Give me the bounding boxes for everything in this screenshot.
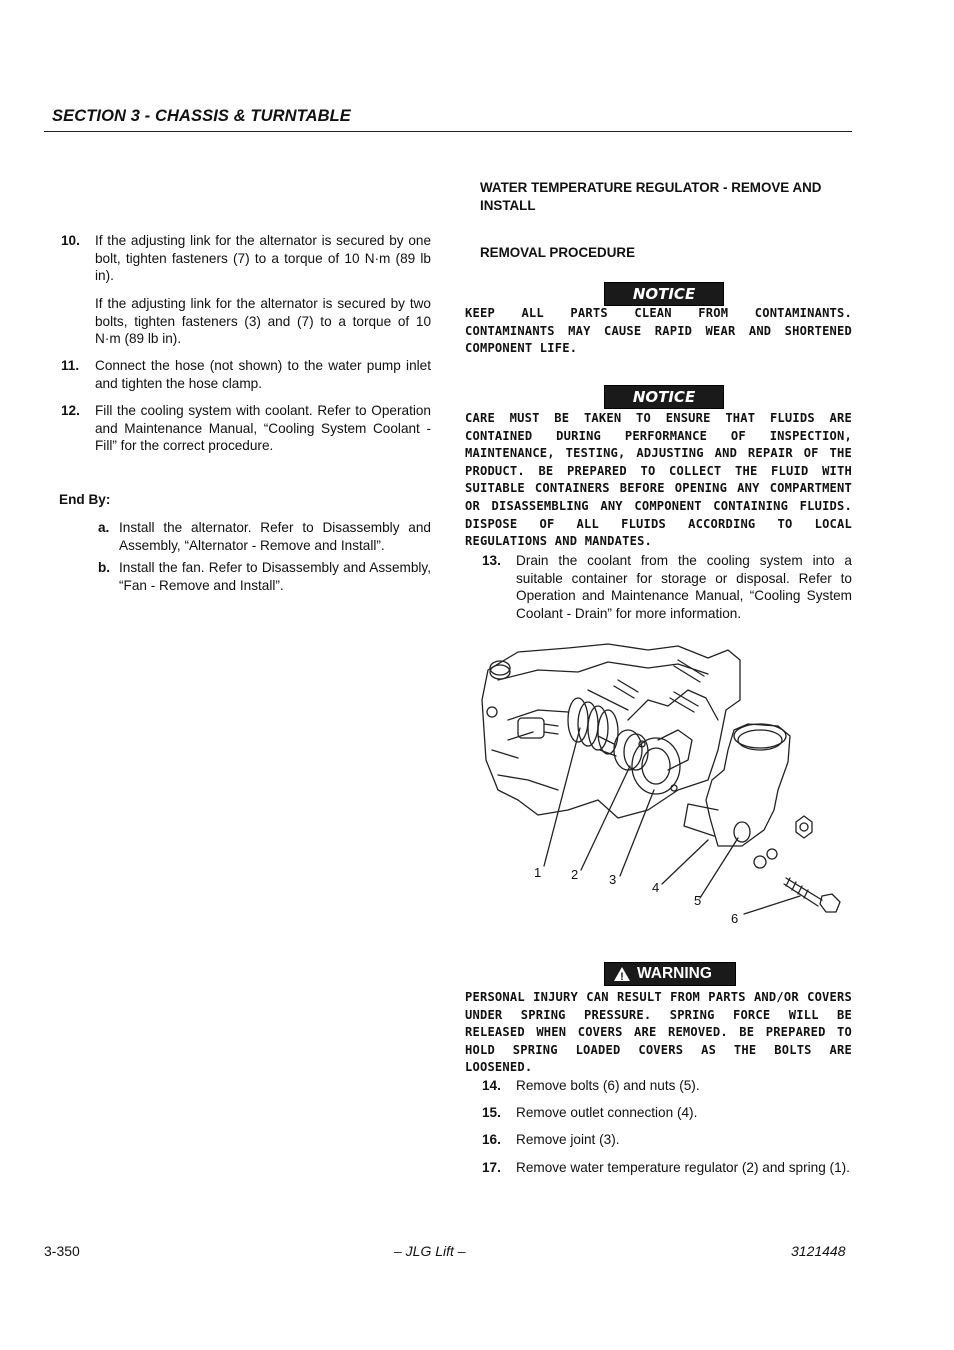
- step-text: Remove joint (3).: [516, 1132, 620, 1147]
- header-divider: [44, 131, 852, 132]
- page-number: 3-350: [44, 1243, 80, 1259]
- step-text: Remove water temperature regulator (2) and spring (1).: [516, 1160, 850, 1175]
- end-by-item-a: [98, 519, 431, 559]
- notice-text: KEEP ALL PARTS CLEAN FROM CONTAMINANTS. CONTAMINANTS MAY CAUSE RAPID WEAR AND SHORTENED COMPONENT LIFE.: [465, 306, 852, 356]
- svg-text:!: !: [620, 971, 624, 982]
- warning-triangle-icon: [613, 966, 631, 982]
- step-text: Connect the hose (not shown) to the water pump inlet and tighten the hose clamp.: [95, 358, 431, 391]
- notice-badge: NOTICE: [604, 385, 724, 409]
- step-text: Drain the coolant from the cooling system into a suitable container for storage or disposal. Refer to Operation and Maintenance Manual, “Cooling System Coolant - Drain” for more information.: [516, 553, 852, 621]
- end-by-item-b: [98, 559, 431, 599]
- callout-4: 4: [652, 880, 660, 895]
- procedure-subheading: REMOVAL PROCEDURE: [480, 245, 635, 260]
- item-letter: b.: [98, 560, 111, 575]
- step-text: Remove bolts (6) and nuts (5).: [516, 1078, 700, 1093]
- document-number: 3121448: [791, 1243, 846, 1259]
- step-text: Remove outlet connection (4).: [516, 1105, 698, 1120]
- callout-6: 6: [731, 911, 739, 926]
- step-16: [482, 1131, 852, 1151]
- regulator-exploded-view: [478, 640, 858, 930]
- warning-text: PERSONAL INJURY CAN RESULT FROM PARTS AND/OR COVERS UNDER SPRING PRESSURE. SPRING FORCE WILL BE RELEASED WHEN COVERS ARE REMOVED. BE PREPARED TO HOLD SPRING LOADED COVERS AS THE BOLTS ARE LOOSENED.: [465, 990, 852, 1075]
- step-15: [482, 1104, 852, 1124]
- end-by-label: End By:: [59, 492, 111, 507]
- step-number: 13.: [482, 553, 501, 568]
- step-number: 15.: [482, 1105, 501, 1120]
- step-17: [482, 1159, 852, 1199]
- step-number: 12.: [61, 403, 80, 418]
- step-number: 10.: [61, 233, 80, 248]
- item-letter: a.: [98, 520, 110, 535]
- warning-badge: [604, 962, 736, 986]
- step-14: [482, 1077, 852, 1097]
- callout-5: 5: [694, 893, 702, 908]
- callout-3: 3: [609, 872, 617, 887]
- item-text: Install the alternator. Refer to Disassembly and Assembly, “Alternator - Remove and Install”.: [119, 520, 431, 553]
- section-header: SECTION 3 - CHASSIS & TURNTABLE: [52, 107, 351, 125]
- item-text: Install the fan. Refer to Disassembly and Assembly, “Fan - Remove and Install”.: [119, 560, 431, 593]
- step-13: [482, 552, 852, 624]
- notice-text: CARE MUST BE TAKEN TO ENSURE THAT FLUIDS ARE CONTAINED DURING PERFORMANCE OF INSPECTION, MAINTENANCE, TESTING, ADJUSTING AND REPAIR OF THE PRODUCT. BE PREPARED TO COLLECT THE FLUID WITH SUITABLE CONTAINERS BEFORE OPENING ANY COMPARTMENT OR DISASSEMBLING ANY COMPONENT CONTAINING FLUIDS. DISPOSE OF ALL FLUIDS ACCORDING TO LOCAL REGULATIONS AND MANDATES.: [465, 411, 852, 549]
- warning-label: WARNING: [637, 965, 712, 982]
- step-number: 17.: [482, 1160, 501, 1175]
- step-text-continued: If the adjusting link for the alternator is secured by two bolts, tighten fasteners (3) and (7) to a torque of 10 N·m (89 lb in).: [95, 296, 431, 347]
- step-10: [61, 232, 431, 347]
- step-number: 14.: [482, 1078, 501, 1093]
- step-text: If the adjusting link for the alternator is secured by one bolt, tighten fasteners (7) to a torque of 10 N·m (89 lb in).: [95, 233, 431, 284]
- step-number: 16.: [482, 1132, 501, 1147]
- step-text: Fill the cooling system with coolant. Refer to Operation and Maintenance Manual, “Cooling System Coolant - Fill” for the correct procedure.: [95, 403, 431, 454]
- footer-brand: – JLG Lift –: [394, 1243, 466, 1259]
- notice-badge: NOTICE: [604, 282, 724, 306]
- callout-1: 1: [534, 865, 542, 880]
- step-11: [61, 357, 431, 397]
- procedure-heading: WATER TEMPERATURE REGULATOR - REMOVE AND INSTALL: [480, 180, 822, 213]
- step-number: 11.: [61, 358, 80, 373]
- callout-2: 2: [571, 867, 579, 882]
- step-12: [61, 402, 431, 458]
